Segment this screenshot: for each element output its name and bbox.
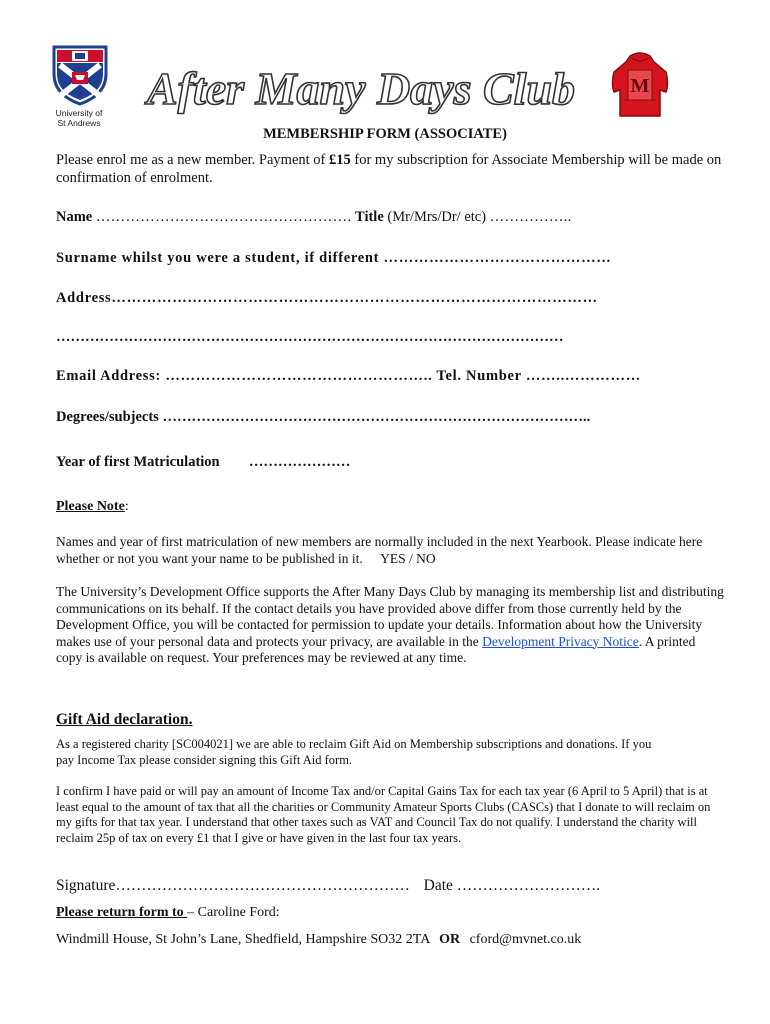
title-field[interactable]: …………….. bbox=[489, 209, 572, 225]
academic-robe-icon bbox=[610, 50, 670, 120]
gift-aid-para2: I confirm I have paid or will pay an amount of Income Tax and/or Capital Gains Tax for each tax year (6 April to 5 April) that is at least equal to the amount of tax that all the charities or Community Amateur Sports Clubs (CASCs) that I donate to will reclaim on my gifts for that tax year. I understand that other taxes such as VAT and Council Tax do not qualify. I understand the charity will reclaim 25p of tax on every £1 that I give or have given in the last four tax years. bbox=[56, 784, 711, 845]
intro-after: for my subscription for Associate Membership will be made on confirmation of enrolment. bbox=[56, 152, 722, 186]
crest-caption bbox=[46, 108, 112, 128]
address-field[interactable]: …………………………………………………………………………………… bbox=[111, 290, 598, 306]
title-options: (Mr/Mrs/Dr/ etc) bbox=[387, 209, 487, 225]
email-label: Email Address: bbox=[56, 368, 162, 384]
university-crest-logo bbox=[50, 44, 110, 106]
return-email[interactable]: cford@mvnet.co.uk bbox=[469, 932, 582, 947]
surname-field[interactable]: ……………………………………… bbox=[383, 250, 612, 266]
signature-label: Signature bbox=[56, 877, 116, 894]
crest-caption-line1: University of bbox=[55, 108, 103, 118]
date-label: Date bbox=[423, 877, 453, 894]
tel-label: Tel. Number bbox=[436, 368, 522, 384]
address-row bbox=[56, 290, 598, 307]
intro-amount: £15 bbox=[329, 152, 351, 168]
degrees-field[interactable]: …………………………………………………………………………….. bbox=[162, 409, 591, 425]
privacy-text-before: The University’s Development Office supports the After Many Days Club by managing its membership list and distributing communications on its behalf. If the contact details you have provided above differ from those currently held by the Development Office, you will be contacted for permission to update your details. Information about how the University makes use of your personal data and protects your privacy, are available in the bbox=[56, 584, 724, 649]
email-field[interactable]: …………………………………………….. bbox=[165, 368, 433, 384]
robe-monogram: M bbox=[630, 75, 650, 97]
degrees-row bbox=[56, 409, 590, 426]
surname-label: Surname whilst you were a student, if different bbox=[56, 250, 380, 266]
yearbook-text: Names and year of first matriculation of new members are normally included in the next Yearbook. Please indicate here whether or not you want your name to be published in it. bbox=[56, 534, 703, 566]
gift-aid-heading: Gift Aid declaration. bbox=[56, 711, 193, 728]
signature-field[interactable]: ………………………………………………… bbox=[115, 877, 410, 894]
tel-field[interactable]: ……..…………… bbox=[525, 368, 641, 384]
club-title-logo bbox=[126, 62, 596, 118]
intro-paragraph bbox=[56, 151, 724, 187]
privacy-text-after: . A printed copy is available on request. Your preferences may be reviewed at any time. bbox=[56, 633, 696, 665]
return-name: – Caroline Ford: bbox=[187, 905, 280, 920]
name-field[interactable]: ……………………………………………. bbox=[95, 209, 352, 225]
name-label: Name bbox=[56, 209, 93, 225]
yearbook-note bbox=[56, 534, 724, 567]
address-label: Address bbox=[56, 290, 112, 306]
degrees-label: Degrees/subjects bbox=[56, 409, 159, 425]
return-label: Please return form to bbox=[56, 905, 188, 920]
return-address-row bbox=[56, 932, 581, 948]
return-or: OR bbox=[439, 932, 461, 947]
year-row bbox=[56, 454, 350, 471]
form-heading: MEMBERSHIP FORM (ASSOCIATE) bbox=[263, 126, 507, 142]
please-note-heading: Please Note: bbox=[56, 499, 129, 514]
privacy-notice-link[interactable]: Development Privacy Notice bbox=[482, 633, 639, 649]
crest-caption-line2: St Andrews bbox=[57, 118, 101, 128]
please-note-label: Please Note bbox=[56, 499, 125, 514]
surname-row bbox=[56, 250, 612, 267]
signature-row bbox=[56, 877, 600, 895]
yes-no-option[interactable]: YES / NO bbox=[380, 550, 436, 566]
date-field[interactable]: ………………………. bbox=[456, 877, 601, 894]
year-label: Year of first Matriculation bbox=[56, 454, 220, 470]
intro-before: Please enrol me as a new member. Payment of bbox=[56, 152, 330, 168]
gift-aid-para1: As a registered charity [SC004021] we are able to reclaim Gift Aid on Membership subscriptions and donations. If you pay Income Tax please consider signing this Gift Aid form. bbox=[56, 737, 652, 767]
email-tel-row bbox=[56, 368, 641, 385]
name-title-row bbox=[56, 209, 572, 226]
title-label: Title bbox=[355, 209, 384, 225]
club-title-text: After Many Days Club bbox=[146, 63, 576, 114]
return-row bbox=[56, 905, 280, 921]
year-field[interactable]: ………………… bbox=[248, 454, 351, 470]
return-address: Windmill House, St John’s Lane, Shedfield, Hampshire SO32 2TA bbox=[56, 932, 430, 947]
privacy-note bbox=[56, 584, 724, 667]
address-line2-field[interactable]: …………………………………………………………………………………………… bbox=[56, 329, 564, 345]
